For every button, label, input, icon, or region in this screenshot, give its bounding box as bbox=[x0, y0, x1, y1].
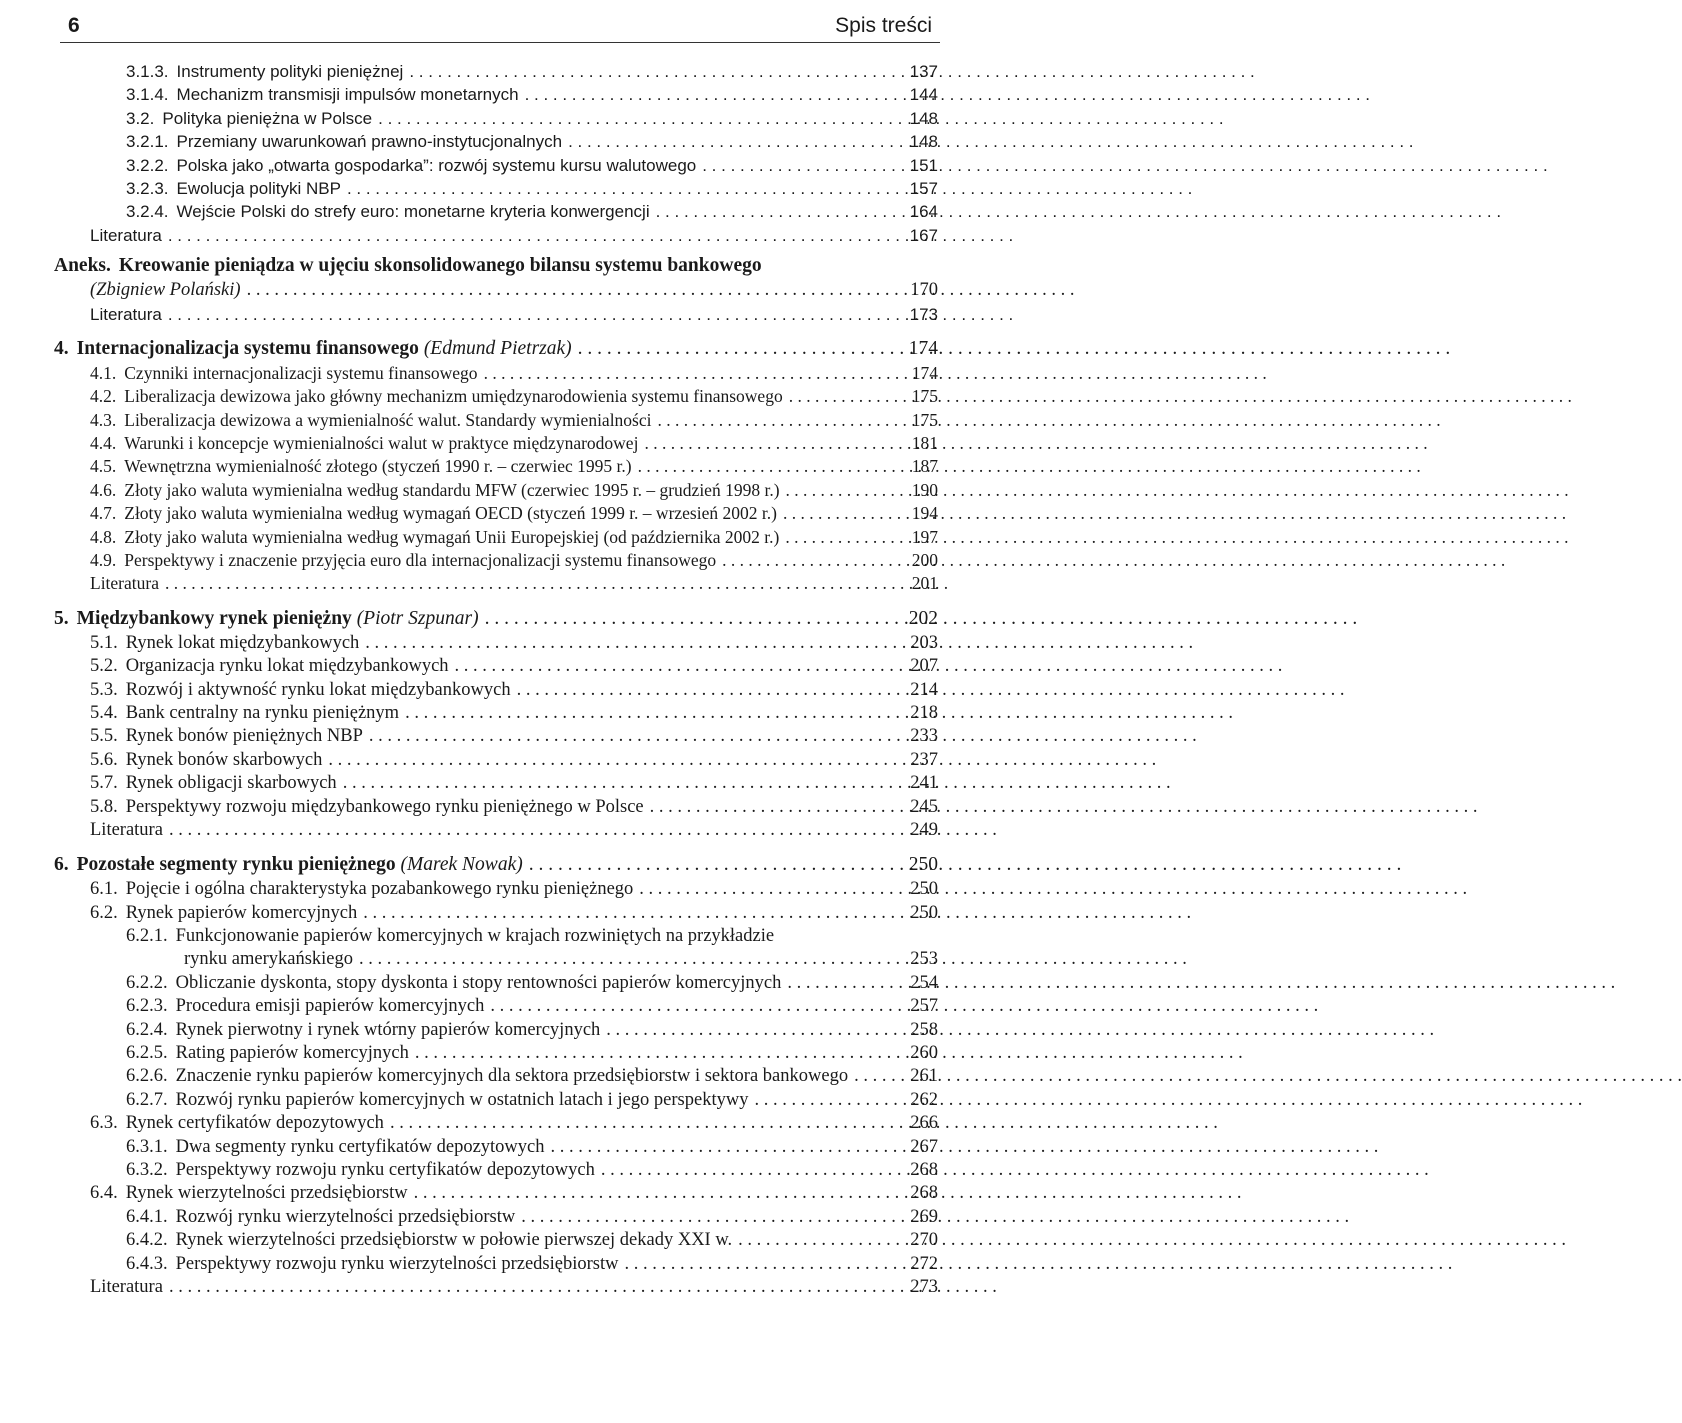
toc-entry bbox=[90, 1229, 938, 1252]
chapter-number: 5. bbox=[54, 607, 69, 629]
entry-page: 207 bbox=[910, 656, 938, 677]
chapter-title: Internacjonalizacja systemu finansowego (Edmund Pietrzak) bbox=[76, 337, 572, 359]
entry-number: 3.1.4. bbox=[126, 85, 169, 105]
entry-number: 3.2.1. bbox=[126, 132, 169, 152]
entry-title: Przemiany uwarunkowań prawno-instytucjonalnych bbox=[176, 132, 563, 152]
entry-page: 250 bbox=[910, 902, 938, 923]
entry-page: 249 bbox=[910, 819, 938, 840]
entry-title: Instrumenty polityki pieniężnej bbox=[176, 61, 404, 81]
entry-title: Funkcjonowanie papierów komercyjnych w krajach rozwiniętych na przykładzie bbox=[175, 926, 775, 947]
entry-title: Obliczanie dyskonta, stopy dyskonta i stopy rentowności papierów komercyjnych bbox=[175, 972, 782, 993]
entry-title: Dwa segmenty rynku certyfikatów depozytowych bbox=[175, 1136, 545, 1157]
toc-section-3-continued bbox=[90, 60, 938, 247]
toc-entry bbox=[90, 1019, 938, 1042]
entry-page: 268 bbox=[910, 1183, 938, 1204]
toc-entry-aneks-author bbox=[90, 279, 938, 302]
toc-entry bbox=[90, 1182, 938, 1205]
entry-number: 5.5. bbox=[90, 726, 118, 747]
toc-entry bbox=[90, 1136, 938, 1159]
entry-number: 6.4.2. bbox=[126, 1230, 168, 1251]
entry-number: 5.8. bbox=[90, 796, 118, 817]
entry-title: Literatura bbox=[90, 819, 163, 840]
entry-number: 6.2. bbox=[90, 902, 118, 923]
toc-entry bbox=[90, 702, 938, 725]
toc-entry bbox=[90, 455, 938, 478]
chapter-author: (Edmund Pietrzak) bbox=[423, 337, 572, 359]
toc-entry bbox=[90, 1206, 938, 1229]
entry-title: Kreowanie pieniądza w ujęciu skonsolidowanego bilansu systemu bankowego bbox=[118, 255, 762, 277]
entry-number: 5.7. bbox=[90, 773, 118, 794]
entry-page: 164 bbox=[909, 202, 938, 222]
entry-number: 5.4. bbox=[90, 702, 118, 723]
entry-page: 261 bbox=[910, 1066, 938, 1087]
chapter-5-entries bbox=[90, 632, 938, 843]
entry-page: 148 bbox=[909, 108, 938, 128]
entry-page: 148 bbox=[909, 132, 938, 152]
entry-number: 4.1. bbox=[90, 362, 117, 383]
entry-page: 269 bbox=[910, 1206, 938, 1227]
entry-title: Złoty jako waluta wymienialna według wymagań OECD (styczeń 1999 r. – wrzesień 2002 r.) bbox=[124, 503, 777, 524]
entry-number: 6.2.7. bbox=[126, 1089, 168, 1110]
entry-number: 6.2.4. bbox=[126, 1019, 168, 1040]
chapter-page: 250 bbox=[908, 854, 938, 876]
entry-number: 3.2.2. bbox=[126, 155, 169, 175]
toc-entry-continuation bbox=[90, 949, 938, 972]
toc-entry bbox=[90, 679, 938, 702]
toc-entry-aneks bbox=[54, 253, 938, 279]
toc-entry bbox=[90, 972, 938, 995]
chapter-author: (Piotr Szpunar) bbox=[356, 607, 479, 629]
entry-page: 268 bbox=[910, 1160, 938, 1180]
toc-entry bbox=[90, 83, 938, 106]
entry-title: Perspektywy rozwoju międzybankowego rynku pieniężnego w Polsce bbox=[125, 796, 644, 817]
entry-number: 6.3. bbox=[90, 1113, 118, 1134]
entry-page: 174 bbox=[911, 362, 938, 383]
entry-page: 157 bbox=[909, 178, 938, 198]
entry-number: 4.3. bbox=[90, 409, 117, 430]
toc-entry bbox=[90, 362, 938, 385]
entry-title: Perspektywy i znaczenie przyjęcia euro dla internacjonalizacji systemu finansowego bbox=[124, 550, 717, 571]
toc-entry bbox=[90, 107, 938, 130]
entry-title: Wejście Polski do strefy euro: monetarne kryteria konwergencji bbox=[176, 202, 650, 222]
toc-entry bbox=[90, 385, 938, 408]
toc-entry bbox=[90, 200, 938, 223]
entry-page: 173 bbox=[909, 304, 938, 324]
entry-number: 6.4.3. bbox=[126, 1253, 168, 1274]
entry-title: Znaczenie rynku papierów komercyjnych dla sektora przedsiębiorstw i sektora bankowego bbox=[175, 1066, 849, 1087]
toc-entry bbox=[90, 60, 938, 83]
entry-page: 233 bbox=[910, 726, 938, 747]
toc-entry bbox=[90, 526, 938, 549]
entry-title: Perspektywy rozwoju rynku certyfikatów depozytowych bbox=[175, 1160, 595, 1180]
entry-number: 6.2.6. bbox=[126, 1066, 168, 1087]
toc-entry bbox=[90, 224, 938, 247]
toc-entry-aneks-literature bbox=[90, 303, 938, 326]
entry-number: 5.3. bbox=[90, 679, 118, 700]
toc-entry bbox=[90, 1112, 938, 1135]
toc-entry bbox=[90, 572, 938, 595]
entry-number: 6.3.2. bbox=[126, 1160, 168, 1180]
entry-page: 237 bbox=[910, 749, 938, 770]
entry-page: 151 bbox=[909, 155, 938, 175]
chapter-title: Pozostałe segmenty rynku pieniężnego (Marek Nowak) bbox=[76, 854, 523, 876]
toc-entry bbox=[90, 995, 938, 1018]
entry-page: 254 bbox=[910, 972, 938, 993]
toc-entry bbox=[90, 655, 938, 678]
entry-number: 6.2.2. bbox=[126, 972, 168, 993]
entry-title: Literatura bbox=[90, 225, 162, 245]
entry-page: 218 bbox=[910, 702, 938, 723]
entry-number: 5.1. bbox=[90, 632, 118, 653]
entry-title: Ewolucja polityki NBP bbox=[176, 178, 341, 198]
toc-entry bbox=[90, 749, 938, 772]
toc-entry bbox=[90, 1089, 938, 1112]
entry-title: Czynniki internacjonalizacji systemu finansowego bbox=[124, 362, 478, 383]
entry-page: 214 bbox=[910, 679, 938, 700]
entry-number: 6.1. bbox=[90, 879, 118, 900]
entry-number: 3.1.3. bbox=[126, 61, 169, 81]
entry-page: 194 bbox=[911, 503, 938, 524]
entry-number: 6.3.1. bbox=[126, 1136, 168, 1157]
entry-title: Warunki i koncepcje wymienialności walut w praktyce międzynarodowej bbox=[124, 433, 639, 454]
entry-number: 5.2. bbox=[90, 656, 118, 677]
entry-page: 200 bbox=[911, 550, 938, 571]
running-section-title: Spis treści bbox=[835, 14, 932, 37]
entry-number: 4.6. bbox=[90, 479, 117, 500]
entry-title: Procedura emisji papierów komercyjnych bbox=[175, 996, 485, 1017]
entry-page: 272 bbox=[910, 1253, 938, 1274]
chapter-author: (Marek Nowak) bbox=[400, 854, 523, 876]
entry-title: Liberalizacja dewizowa jako główny mechanizm umiędzynarodowienia systemu finansowego bbox=[124, 386, 783, 407]
entry-number: 6.4.1. bbox=[126, 1206, 168, 1227]
entry-page: 137 bbox=[909, 61, 938, 81]
entry-page: 273 bbox=[910, 1276, 938, 1297]
entry-title-continued: rynku amerykańskiego bbox=[184, 949, 354, 970]
entry-page: 270 bbox=[910, 1230, 938, 1251]
entry-number: 3.2.4. bbox=[126, 202, 169, 222]
toc-entry bbox=[90, 1253, 938, 1276]
entry-title: Literatura bbox=[90, 573, 159, 594]
entry-page: 258 bbox=[910, 1019, 938, 1040]
toc-entry bbox=[90, 925, 938, 948]
toc-entry bbox=[90, 819, 938, 842]
entry-page: 250 bbox=[910, 879, 938, 900]
entry-number: 6.2.3. bbox=[126, 996, 168, 1017]
entry-page: 201 bbox=[911, 573, 938, 594]
entry-number: 4.8. bbox=[90, 526, 117, 547]
toc-entry bbox=[90, 502, 938, 525]
toc-entry bbox=[90, 1159, 938, 1182]
entry-title: Złoty jako waluta wymienialna według wymagań Unii Europejskiej (od października 2002 r.) bbox=[124, 526, 780, 547]
entry-number: 3.2.3. bbox=[126, 178, 169, 198]
entry-page: 175 bbox=[911, 386, 938, 407]
entry-number: 4.9. bbox=[90, 550, 117, 571]
toc-entry bbox=[90, 479, 938, 502]
entry-page: 187 bbox=[911, 456, 938, 477]
chapter-number: 6. bbox=[54, 854, 69, 876]
entry-title: Pojęcie i ogólna charakterystyka pozabankowego rynku pieniężnego bbox=[125, 879, 634, 900]
entry-page: 167 bbox=[909, 225, 938, 245]
entry-page: 197 bbox=[911, 526, 938, 547]
entry-page: 262 bbox=[910, 1089, 938, 1110]
toc-entry bbox=[90, 409, 938, 432]
entry-page: 144 bbox=[909, 85, 938, 105]
toc-entry bbox=[90, 796, 938, 819]
running-header bbox=[60, 8, 940, 43]
toc-entry bbox=[90, 130, 938, 153]
entry-page: 266 bbox=[910, 1113, 938, 1134]
entry-page: 203 bbox=[910, 632, 938, 653]
entry-title: Rynek pierwotny i rynek wtórny papierów komercyjnych bbox=[175, 1019, 601, 1040]
entry-title: Złoty jako waluta wymienialna według standardu MFW (czerwiec 1995 r. – grudzień 1998 r.) bbox=[124, 479, 780, 500]
table-of-contents bbox=[54, 60, 938, 1299]
entry-title: Rynek lokat międzybankowych bbox=[125, 632, 360, 653]
toc-entry bbox=[90, 1276, 938, 1299]
entry-title: Polityka pieniężna w Polsce bbox=[162, 108, 373, 128]
toc-entry bbox=[90, 1042, 938, 1065]
entry-number: 6.4. bbox=[90, 1183, 118, 1204]
entry-title: Mechanizm transmisji impulsów monetarnych bbox=[176, 85, 519, 105]
entry-page: 245 bbox=[910, 796, 938, 817]
entry-title: Rynek bonów skarbowych bbox=[125, 749, 323, 770]
chapter-page: 202 bbox=[908, 607, 938, 629]
entry-page: 190 bbox=[911, 479, 938, 500]
entry-number: 5.6. bbox=[90, 749, 118, 770]
toc-chapter-5 bbox=[54, 606, 938, 632]
entry-title: Rynek wierzytelności przedsiębiorstw bbox=[125, 1183, 408, 1204]
page-number: 6 bbox=[68, 14, 80, 37]
entry-title: Rynek certyfikatów depozytowych bbox=[125, 1113, 384, 1134]
entry-number: 6.2.1. bbox=[126, 926, 168, 947]
toc-entry bbox=[90, 432, 938, 455]
entry-page: 260 bbox=[910, 1043, 938, 1064]
entry-title: Rynek obligacji skarbowych bbox=[125, 773, 337, 794]
entry-title: Rynek bonów pieniężnych NBP bbox=[125, 726, 363, 747]
entry-title: Organizacja rynku lokat międzybankowych bbox=[125, 656, 449, 677]
entry-title: Rozwój i aktywność rynku lokat międzybankowych bbox=[125, 679, 511, 700]
toc-chapter-6 bbox=[54, 852, 938, 878]
entry-author: (Zbigniew Polański) bbox=[90, 280, 241, 301]
entry-title: Rozwój rynku wierzytelności przedsiębiorstw bbox=[175, 1206, 516, 1227]
toc-entry bbox=[90, 154, 938, 177]
chapter-6-entries bbox=[90, 878, 938, 1299]
toc-entry bbox=[90, 902, 938, 925]
entry-page: 257 bbox=[910, 996, 938, 1017]
entry-number: 4.2. bbox=[90, 386, 117, 407]
toc-entry bbox=[90, 549, 938, 572]
entry-title: Bank centralny na rynku pieniężnym bbox=[125, 702, 400, 723]
entry-title: Rynek papierów komercyjnych bbox=[125, 902, 358, 923]
entry-title: Rynek wierzytelności przedsiębiorstw w połowie pierwszej dekady XXI w. bbox=[175, 1230, 733, 1251]
entry-page: 170 bbox=[910, 280, 938, 301]
entry-title: Rozwój rynku papierów komercyjnych w ostatnich latach i jego perspektywy bbox=[175, 1089, 749, 1110]
entry-number: Aneks. bbox=[54, 255, 111, 277]
entry-title: Rating papierów komercyjnych bbox=[175, 1043, 409, 1064]
toc-entry bbox=[90, 878, 938, 901]
entry-page: 267 bbox=[910, 1136, 938, 1157]
toc-entry bbox=[90, 1065, 938, 1088]
toc-entry bbox=[90, 632, 938, 655]
entry-number: 4.5. bbox=[90, 456, 117, 477]
entry-page: 181 bbox=[911, 433, 938, 454]
chapter-title: Międzybankowy rynek pieniężny (Piotr Szpunar) bbox=[76, 607, 479, 629]
entry-number: 4.4. bbox=[90, 433, 117, 454]
toc-entry bbox=[90, 772, 938, 795]
entry-page: 175 bbox=[911, 409, 938, 430]
entry-title: Literatura bbox=[90, 304, 162, 324]
entry-number: 3.2. bbox=[126, 108, 155, 128]
entry-title: Literatura bbox=[90, 1276, 163, 1297]
chapter-page: 174 bbox=[908, 337, 938, 359]
entry-title: Perspektywy rozwoju rynku wierzytelności przedsiębiorstw bbox=[175, 1253, 619, 1274]
entry-title: Polska jako „otwarta gospodarka”: rozwój systemu kursu walutowego bbox=[176, 155, 697, 175]
chapter-number: 4. bbox=[54, 337, 69, 359]
toc-entry bbox=[90, 177, 938, 200]
entry-number: 6.2.5. bbox=[126, 1043, 168, 1064]
entry-page: 241 bbox=[910, 773, 938, 794]
entry-title: Liberalizacja dewizowa a wymienialność walut. Standardy wymienialności bbox=[124, 409, 652, 430]
entry-number: 4.7. bbox=[90, 503, 117, 524]
toc-chapter-4 bbox=[54, 336, 938, 362]
entry-page: 253 bbox=[910, 949, 938, 970]
chapter-4-entries bbox=[90, 362, 938, 596]
toc-entry bbox=[90, 725, 938, 748]
entry-title: Wewnętrzna wymienialność złotego (styczeń 1990 r. – czerwiec 1995 r.) bbox=[124, 456, 632, 477]
